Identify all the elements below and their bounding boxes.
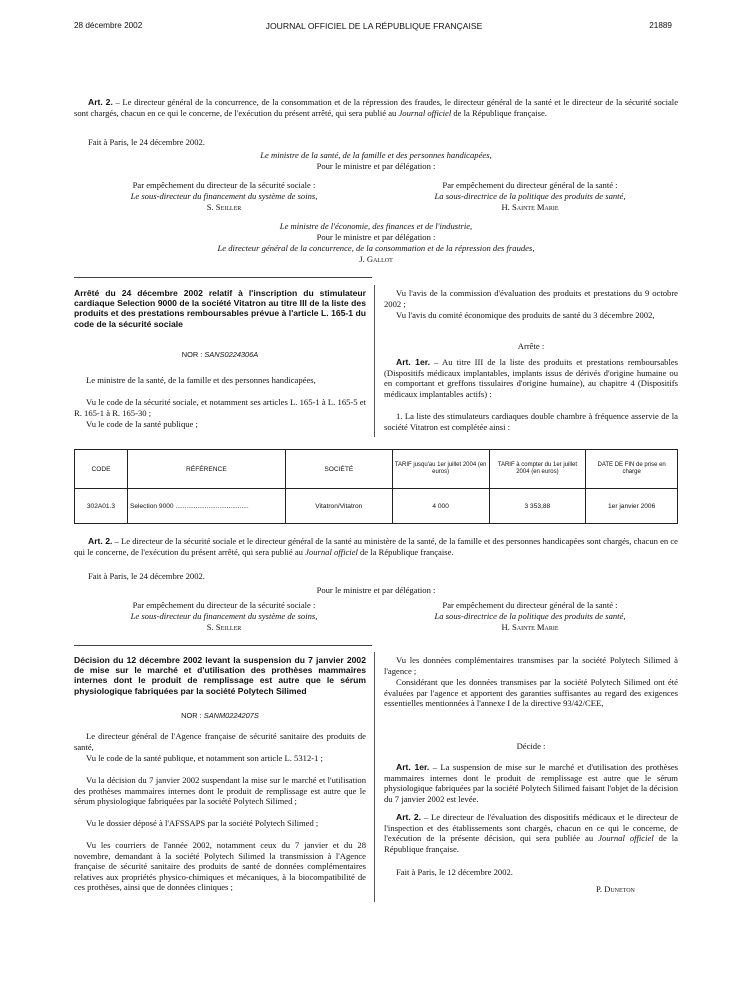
issue-date: 28 décembre 2002 [74, 21, 143, 30]
sec1-fait: Fait à Paris, le 24 décembre 2002. [88, 137, 205, 147]
page-number: 21889 [649, 21, 672, 30]
sec2-r2: Vu l'avis du comité économique des produits de santé du 3 décembre 2002, [396, 310, 655, 320]
col-code: CODE [75, 450, 128, 489]
sec4-p2: Vu le code de la santé publique, et notamment son article L. 5312-1 ; [86, 753, 323, 763]
sec2-title: Arrêté du 24 décembre 2002 relatif à l'inscription du stimulateur cardiaque Selection 9000 de la société Vitatron au titre III de la liste des produits et des prestations remboursables prévue à l'article L. 165-1 du code de la sécurité sociale [74, 288, 366, 329]
sec4-fait: Fait à Paris, le 12 décembre 2002. [396, 867, 513, 877]
cell-code: 302A01.3 [75, 489, 128, 524]
sec1-right-emp: Par empêchement du directeur général de la santé : [442, 180, 618, 190]
journal-title: JOURNAL OFFICIEL DE LA RÉPUBLIQUE FRANÇAISE [265, 21, 483, 31]
col-tarif-after: TARIF à compter du 1er juillet 2004 (en euros) [489, 450, 586, 489]
sec1-left-role: Le sous-directeur du financement du système de soins, [130, 191, 318, 201]
sec2-r1: Vu l'avis de la commission d'évaluation des produits et prestations du 9 octobre 2002 ; [384, 288, 678, 309]
sec2-article-1-item: 1. La liste des stimulateurs cardiaques double chambre à fréquence asservie de la société Vitatron est complétée ainsi : [384, 411, 678, 432]
sec4-p1: Le directeur général de l'Agence française de sécurité sanitaire des produits de santé, [74, 731, 366, 752]
sec1-delegation: Pour le ministre et par délégation : [316, 161, 436, 171]
cell-date-fin: 1er janvier 2006 [586, 489, 678, 524]
sec1-right-role: La sous-directrice de la politique des produits de santé, [434, 191, 626, 201]
sec1-article-2: Art. 2. – Le directeur général de la concurrence, de la consommation et de la répression des fraudes, le directeur général de la santé et le directeur de la sécurité sociale sont chargés, chacun en ce qui le concerne, de l'exécution du présent arrêté, qui sera publié au Journal officiel de la République française. [74, 97, 679, 118]
cell-reference: Selection 9000 ........................................ [127, 489, 285, 524]
sec4-r2: Considérant que les données transmises par la société Polytech Silimed ont été évaluées par l'agence et apportent des garanties suffisantes au regard des exigences essentielles mentionnées à l'annexe I de la directive 93/42/CEE, [384, 677, 678, 709]
sec4-p3: Vu la décision du 7 janvier 2002 suspendant la mise sur le marché et l'utilisation des prothèses mammaires internes dont le produit de remplissage est autre que le sérum physiologique fabriquées par la société Polytech Silimed ; [74, 775, 366, 807]
sec4-decide: Décide : [516, 741, 546, 751]
sec3-left-signature: S. Seiller [206, 622, 242, 632]
rule [74, 645, 372, 646]
sec4-p4: Vu le dossier déposé à l'AFSSAPS par la société Polytech Silimed ; [86, 818, 319, 828]
col-societe: SOCIÉTÉ [285, 450, 392, 489]
sec4-r1: Vu les données complémentaires transmises par la société Polytech Silimed à l'agence ; [384, 655, 678, 676]
table-row [75, 489, 678, 524]
sec1-dg-role: Le directeur général de la concurrence, de la consommation et de la répression des fraudes, [217, 243, 535, 253]
col-reference: RÉFÉRENCE [127, 450, 285, 489]
sec2-p1: Le ministre de la santé, de la famille et des personnes handicapées, [86, 375, 316, 385]
sec4-article-1: Art. 1er. – La suspension de mise sur le marché et d'utilisation des prothèses mammaires internes dont le produit de remplissage est autre que le sérum physiologique fabriquées par la société Polytech Silimed faisant l'objet de la décision du 7 janvier 2002 est levée. [384, 762, 678, 804]
column-divider [374, 652, 375, 902]
cell-tarif-before: 4 000 [392, 489, 489, 524]
sec3-article-2: Art. 2. – Le directeur de la sécurité sociale et le directeur général de la santé au ministère de la santé, de la famille et des personnes handicapées sont chargés, chacun en ce qui le concerne, de l'exécution du présent arrêté, qui sera publié au Journal officiel de la République française. [74, 536, 678, 557]
column-divider [374, 285, 375, 437]
sec3-left-role: Le sous-directeur du financement du système de soins, [130, 611, 318, 621]
col-tarif-before: TARIF jusqu'au 1er juillet 2004 (en euros) [392, 450, 489, 489]
sec2-p3: Vu le code de la santé publique ; [86, 419, 198, 429]
sec4-nor: NOR : SANM0224207S [181, 711, 259, 720]
sec2-arrete: Arrête : [517, 341, 545, 351]
sec4-article-2: Art. 2. – Le directeur de l'évaluation des dispositifs médicaux et le directeur de l'inspection et des établissements sont chargés, chacun en ce qui le concerne, de l'exécution de la présente décision, qui sera publiée au Journal officiel de la République française. [384, 812, 679, 854]
sec1-minister: Le ministre de la santé, de la famille et des personnes handicapées, [260, 150, 492, 160]
sec2-article-1: Art. 1er. – Au titre III de la liste des produits et prestations remboursables (Dispositifs médicaux implantables, implants issus de dérivés d'origine humaine ou en comportant et greffons tissulaires d'origine humaine), au chapitre 4 (Dispositifs médicaux implantables actifs) : [384, 357, 678, 399]
cell-societe: Vitatron/Vitatron [285, 489, 392, 524]
sec3-right-role: La sous-directrice de la politique des produits de santé, [434, 611, 626, 621]
rule [74, 277, 372, 278]
sec1-left-emp: Par empêchement du directeur de la sécurité sociale : [132, 180, 316, 190]
sec1-minister-2: Le ministre de l'économie, des finances et de l'industrie, [279, 221, 473, 231]
sec2-nor: NOR : SANS0224306A [181, 350, 259, 359]
sec2-p2: Vu le code de la sécurité sociale, et notamment ses articles L. 165-1 à L. 165-5 et R. 165-1 à R. 165-30 ; [74, 397, 366, 418]
stimulator-table [74, 449, 678, 524]
sec4-signature: P. Duneton [596, 884, 635, 894]
sec1-left-signature: S. Seiller [206, 202, 242, 212]
sec4-title: Décision du 12 décembre 2002 levant la suspension du 7 janvier 2002 de mise sur le marché et d'utilisation des prothèses mammaires internes dont le produit de remplissage est autre que le sérum physiologique fabriquées par la société Polytech Silimed [74, 655, 366, 696]
sec1-dg-signature: J. Gallot [359, 254, 393, 264]
sec3-right-emp: Par empêchement du directeur général de la santé : [442, 600, 618, 610]
cell-tarif-after: 3 353,88 [489, 489, 586, 524]
sec3-right-signature: H. Sainte Marie [501, 622, 559, 632]
sec1-right-signature: H. Sainte Marie [501, 202, 559, 212]
table-header-row [75, 450, 678, 489]
col-date-fin: DATE DE FIN de prise en charge [586, 450, 678, 489]
sec3-delegation: Pour le ministre et par délégation : [316, 585, 436, 595]
sec1-delegation-2: Pour le ministre et par délégation : [316, 232, 436, 242]
sec3-left-emp: Par empêchement du directeur de la sécurité sociale : [132, 600, 316, 610]
sec4-p5: Vu les courriers de l'année 2002, notamment ceux du 7 janvier et du 28 novembre, demandant à la société Polytech Silimed la transmission à l'Agence française de sécurité sanitaire des produits de santé de données complémentaires relatives aux propriétés physico-chimiques et mécaniques, à la biocompatibilité de ces prothèses, ainsi que de données cliniques ; [74, 840, 366, 893]
sec3-fait: Fait à Paris, le 24 décembre 2002. [88, 571, 205, 581]
